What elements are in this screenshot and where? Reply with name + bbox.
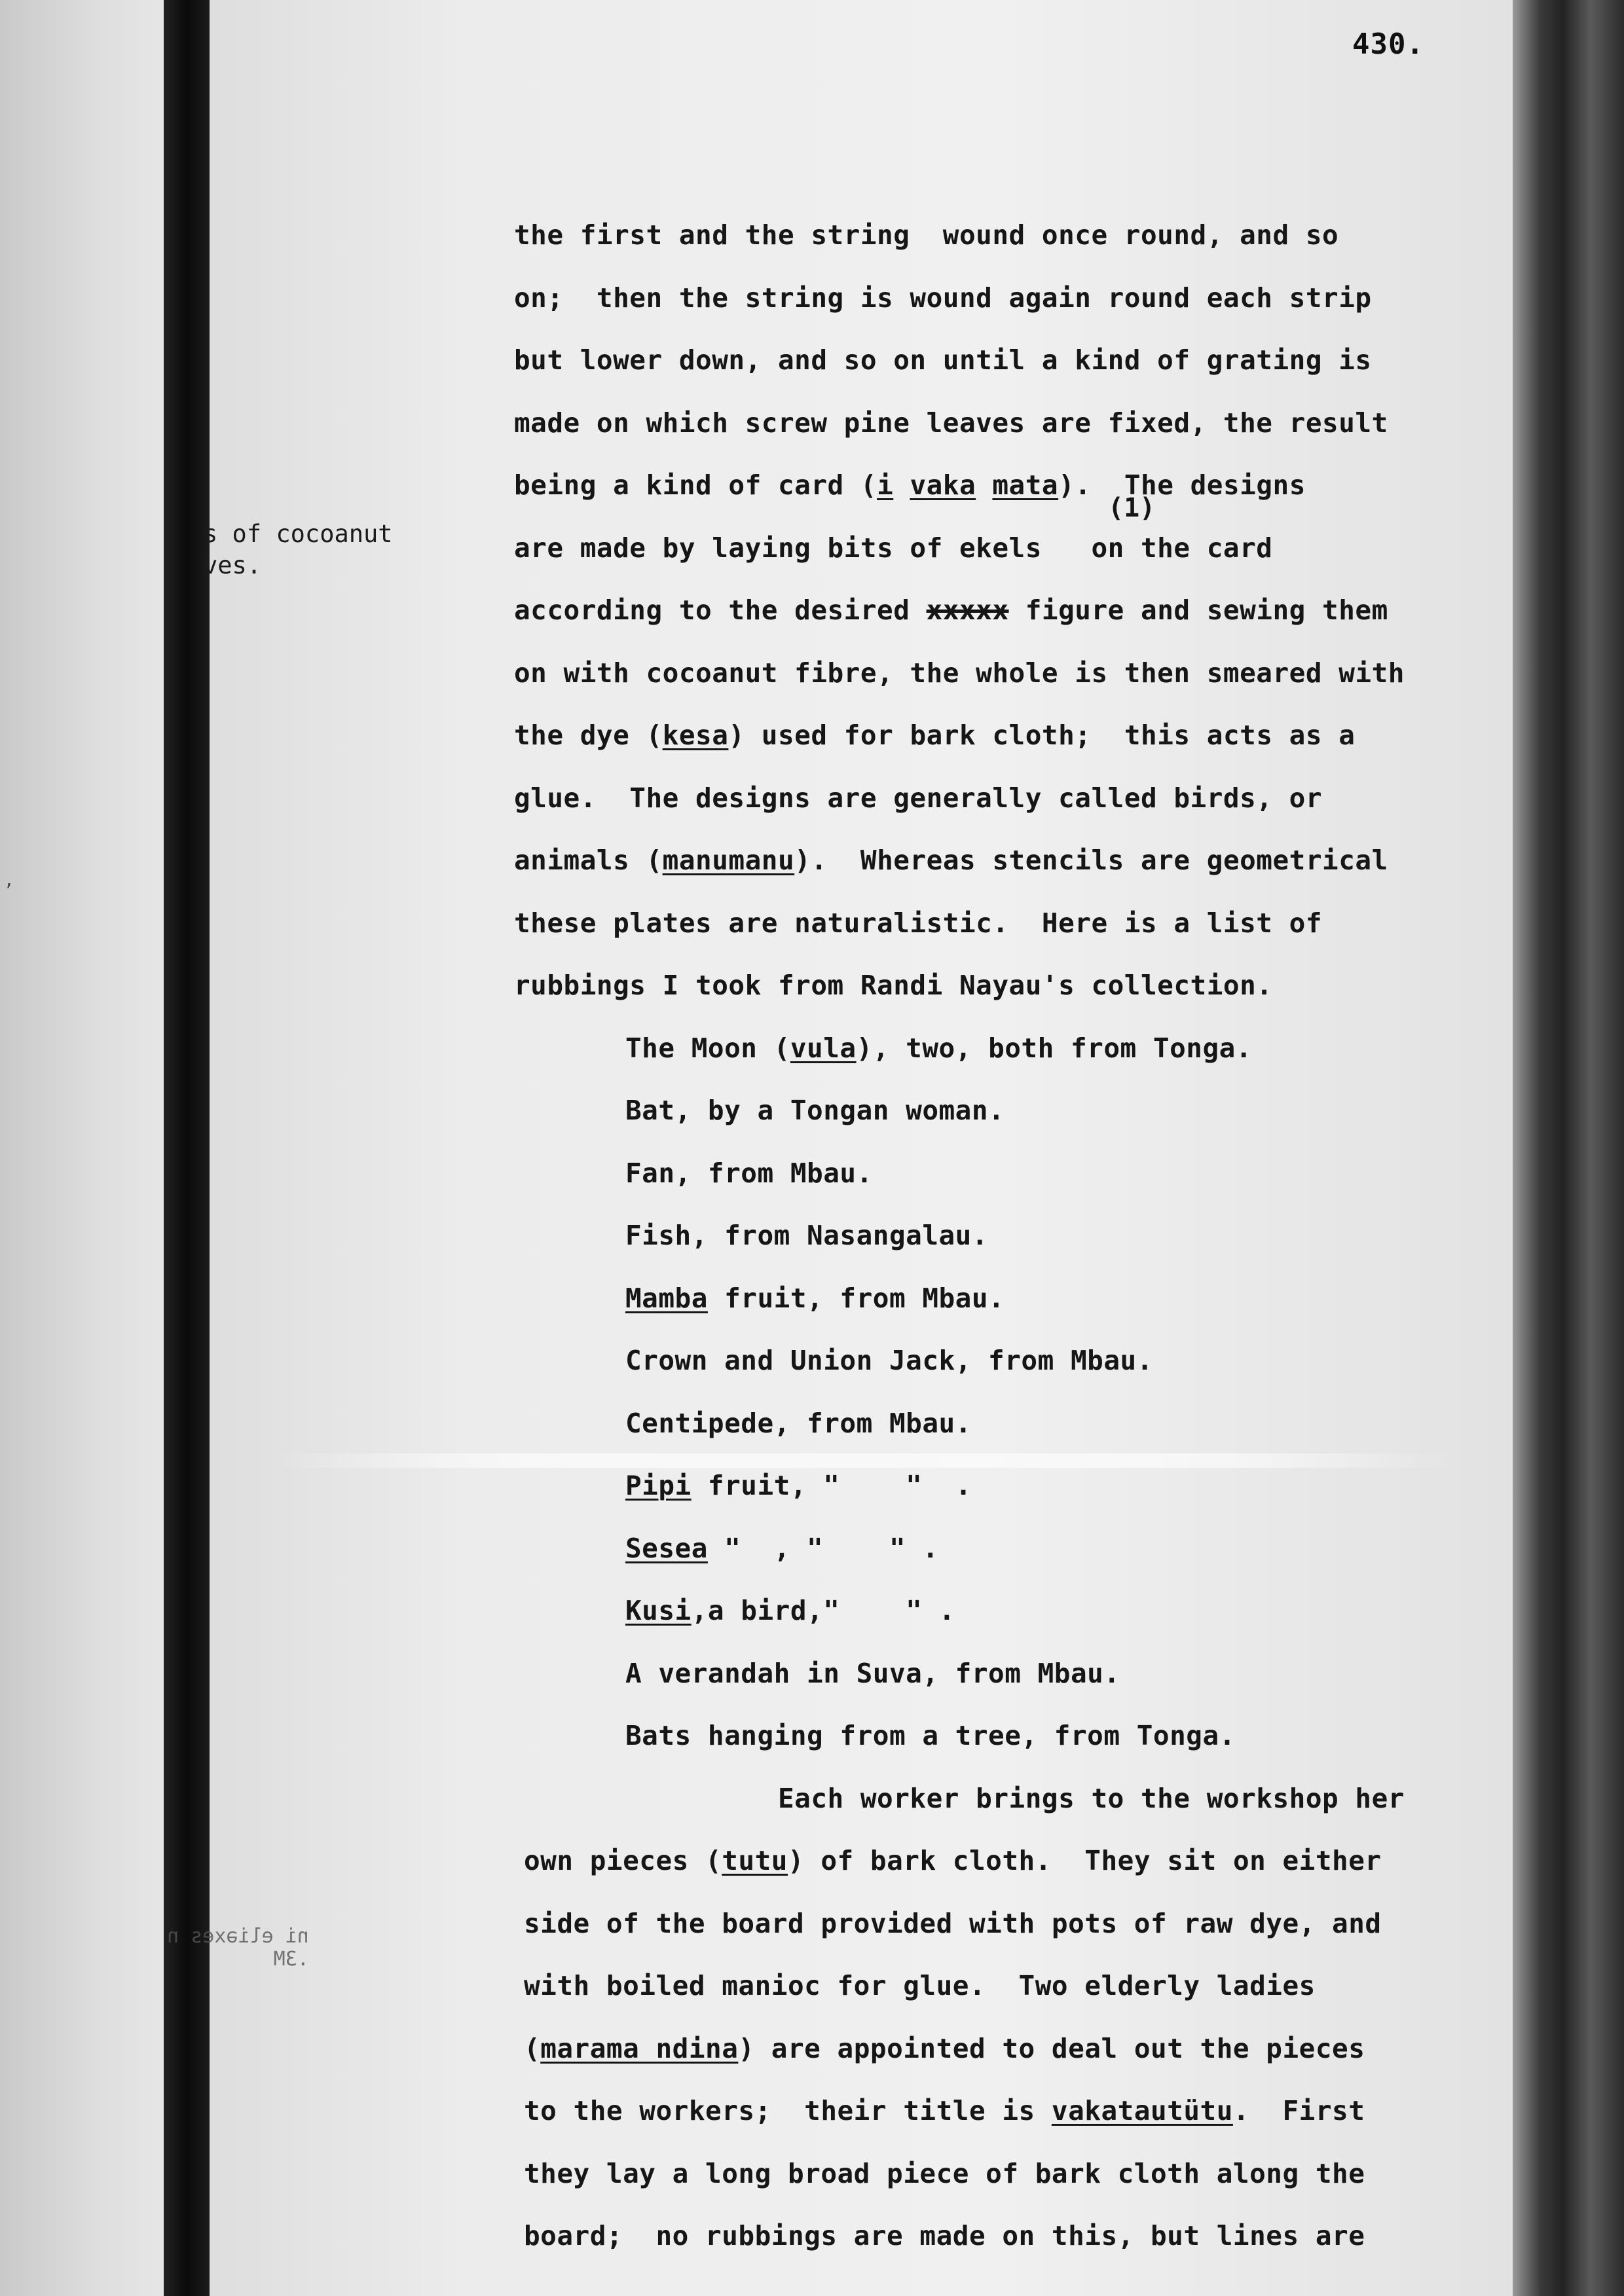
footnote-marker: (1) xyxy=(1108,493,1156,523)
text-line: with boiled manioc for glue. Two elderly ladies xyxy=(524,1970,1316,2001)
text-line: Fan, from Mbau. xyxy=(625,1157,873,1189)
text-run: to the workers; their title is xyxy=(524,2095,1052,2126)
margin-note-line: ves. xyxy=(203,551,262,579)
text-run xyxy=(976,469,992,501)
text-line: made on which screw pine leaves are fixed, the result xyxy=(514,407,1388,439)
text-line: Bats hanging from a tree, from Tonga. xyxy=(625,1720,1236,1751)
paper-smudge xyxy=(275,1453,1454,1468)
bleed-through-line: .3M xyxy=(273,1948,309,1971)
margin-note xyxy=(203,519,393,581)
text-line: are made by laying bits of ekels on the card xyxy=(514,532,1273,564)
text-line: side of the board provided with pots of raw dye, and xyxy=(524,1907,1382,1939)
underlined-term: tutu xyxy=(722,1845,788,1876)
underlined-term: vula xyxy=(790,1032,857,1064)
text-line: Fish, from Nasangalau. xyxy=(625,1220,989,1251)
margin-note-line: s of cocoanut xyxy=(203,520,393,548)
underlined-term: marama ndina xyxy=(540,2032,739,2064)
underlined-term: mata xyxy=(992,469,1059,501)
text-line: A verandah in Suva, from Mbau. xyxy=(625,1657,1120,1689)
underlined-term: vakatautütu xyxy=(1051,2095,1233,2126)
text-line xyxy=(514,594,1388,626)
text-line: Each worker brings to the workshop her xyxy=(514,1782,1405,1814)
text-run: fruit, " " . xyxy=(691,1470,972,1501)
underlined-term: Sesea xyxy=(625,1532,708,1564)
page-edge-shadow xyxy=(1513,0,1624,2296)
text-line: rubbings I took from Randi Nayau's collection. xyxy=(514,970,1273,1001)
text-line xyxy=(524,2033,1365,2064)
text-line: glue. The designs are generally called birds, or xyxy=(514,782,1323,814)
left-margin xyxy=(0,0,164,2296)
text-run: figure and sewing them xyxy=(1008,594,1388,626)
text-run: ). The designs xyxy=(1058,469,1306,501)
text-run: animals ( xyxy=(514,845,663,876)
text-run: ) used for bark cloth; this acts as a xyxy=(728,720,1356,751)
text-line: these plates are naturalistic. Here is a list of xyxy=(514,907,1323,939)
text-line: but lower down, and so on until a kind of grating is xyxy=(514,344,1372,376)
text-line xyxy=(625,1533,939,1564)
text-line: they lay a long broad piece of bark cloth along the xyxy=(524,2157,1365,2189)
underlined-term: Mamba xyxy=(625,1282,708,1314)
text-run: ). Whereas stencils are geometrical xyxy=(794,845,1388,876)
bleed-through-margin-text xyxy=(167,1925,309,1971)
text-line xyxy=(625,1595,955,1626)
underlined-term: Kusi xyxy=(625,1595,692,1626)
bleed-through-line: ni eliəxes n xyxy=(167,1925,309,1948)
text-line: Centipede, from Mbau. xyxy=(625,1407,972,1439)
text-line: Bat, by a Tongan woman. xyxy=(625,1095,1005,1126)
underlined-term: kesa xyxy=(662,720,729,751)
underlined-term: i xyxy=(877,469,894,501)
struck-out-word: xxxxx xyxy=(926,594,1009,626)
text-run: the dye ( xyxy=(514,720,663,751)
text-run: fruit, from Mbau. xyxy=(707,1282,1005,1314)
underlined-term: Pipi xyxy=(625,1470,692,1501)
underlined-term: manumanu xyxy=(662,845,795,876)
text-line xyxy=(514,469,1306,501)
text-run: ) are appointed to deal out the pieces xyxy=(738,2032,1365,2064)
text-line xyxy=(625,1032,1252,1064)
text-run: ( xyxy=(524,2032,541,2064)
text-line: on; then the string is wound again round each strip xyxy=(514,282,1372,314)
text-line xyxy=(524,1845,1382,1876)
text-run: ,a bird," " . xyxy=(691,1595,955,1626)
text-line xyxy=(625,1470,972,1501)
margin-stray-mark: , xyxy=(4,871,14,890)
text-run xyxy=(893,469,910,501)
text-run: being a kind of card ( xyxy=(514,469,877,501)
text-line: the first and the string wound once round, and so xyxy=(514,219,1339,251)
underlined-term: vaka xyxy=(910,469,976,501)
text-run: ), two, both from Tonga. xyxy=(856,1032,1253,1064)
text-run: according to the desired xyxy=(514,594,927,626)
text-run: ) of bark cloth. They sit on either xyxy=(787,1845,1382,1876)
text-run: . First xyxy=(1232,2095,1365,2126)
text-line: board; no rubbings are made on this, but lines are xyxy=(524,2220,1365,2251)
text-line: on with cocoanut fibre, the whole is then smeared with xyxy=(514,657,1405,689)
text-line: Crown and Union Jack, from Mbau. xyxy=(625,1345,1153,1376)
text-line xyxy=(524,2095,1365,2126)
text-line xyxy=(625,1283,1005,1314)
text-line xyxy=(514,845,1388,876)
page-number: 430. xyxy=(1352,27,1424,61)
text-line xyxy=(514,720,1355,751)
text-run: own pieces ( xyxy=(524,1845,722,1876)
text-run: " , " " . xyxy=(707,1532,939,1564)
text-run: The Moon ( xyxy=(625,1032,790,1064)
